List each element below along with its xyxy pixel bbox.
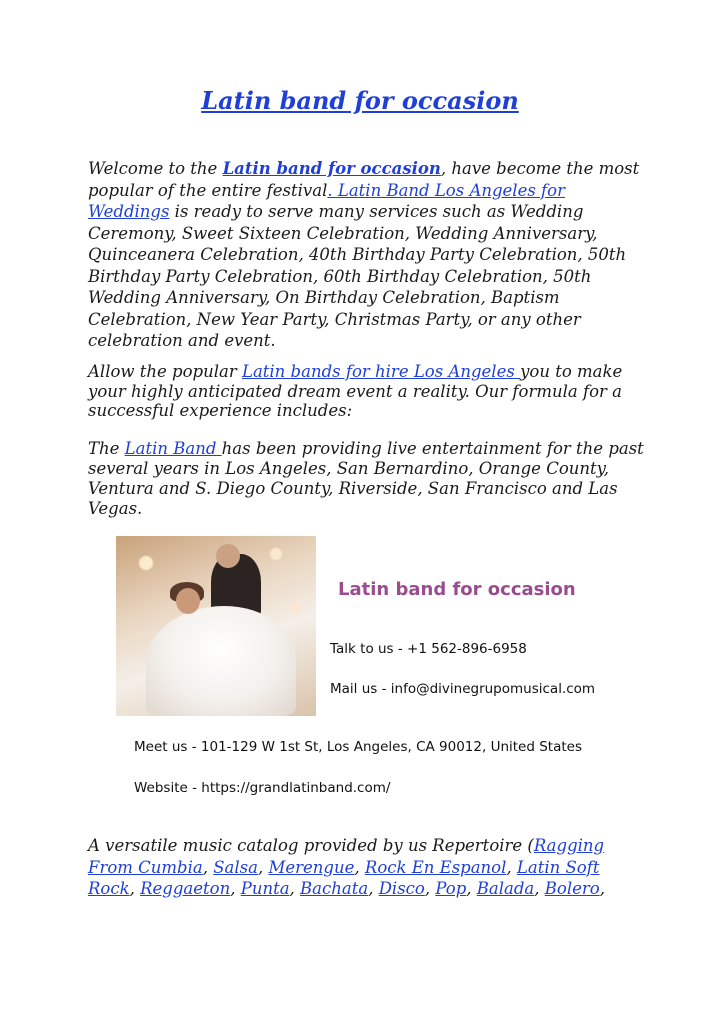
- banner-email: Mail us - info@divinegrupomusical.com: [330, 681, 596, 697]
- bands-for-hire-link[interactable]: Latin bands for hire Los Angeles: [241, 362, 521, 381]
- genre-link[interactable]: Pop: [435, 879, 467, 898]
- genre-link[interactable]: Bolero: [544, 879, 600, 898]
- genre-separator: ,: [534, 879, 545, 898]
- banner-phone: Talk to us - +1 562-896-6958: [330, 641, 527, 657]
- genre-separator: ,: [129, 879, 141, 898]
- latin-band-occasion-link[interactable]: Latin band for occasion: [222, 159, 441, 178]
- banner-address: Meet us - 101-129 W 1st St, Los Angeles, CA 90012, United States: [134, 739, 582, 755]
- genre-separator: ,: [368, 879, 379, 898]
- intro-pre: Welcome to the: [88, 159, 223, 178]
- history-paragraph: [88, 439, 648, 519]
- genre-link[interactable]: Ragging From Cumbia: [88, 836, 605, 877]
- genre-link[interactable]: Salsa: [213, 857, 258, 877]
- repertoire-pre: A versatile music catalog provided by us Repertoire (: [88, 836, 534, 855]
- genre-separator: ,: [230, 879, 241, 898]
- intro-post: is ready to serve many services such as Wedding Ceremony, Sweet Sixteen Celebration, Wedding Anniversary, Quinceanera Celebration, 40th Birthday Party Celebration, 50th Birthday Party Celebration, 60th Birthday Celebration, 50th Wedding Anniversary, On Birthday Celebration, Baptism Celebration, New Year Party, Christmas Party, or any other celebration and event.: [88, 202, 627, 350]
- latin-band-link[interactable]: Latin Band: [124, 439, 222, 458]
- genre-link[interactable]: Disco: [378, 879, 425, 898]
- intro-paragraph: [88, 158, 648, 352]
- genre-separator: ,: [424, 879, 436, 898]
- hire-pre: Allow the popular: [88, 362, 242, 381]
- hire-post: you to make your highly anticipated dream event a reality. Our formula for a successful experience includes:: [88, 362, 623, 420]
- genre-link[interactable]: Latin Soft Rock: [88, 857, 600, 898]
- genre-separator: ,: [257, 857, 269, 877]
- bride-dress: [146, 606, 296, 716]
- genre-link[interactable]: Rock En Espanol: [364, 857, 507, 877]
- genre-link[interactable]: Merengue: [268, 857, 355, 877]
- genre-link[interactable]: Bachata: [300, 879, 369, 898]
- genre-separator: ,: [354, 857, 365, 877]
- banner-website: Website - https://grandlatinband.com/: [134, 780, 391, 796]
- contact-banner-image: [116, 533, 606, 833]
- banner-title: Latin band for occasion: [338, 579, 576, 600]
- bride-head: [176, 588, 200, 614]
- genre-separator: ,: [506, 857, 517, 877]
- repertoire-paragraph: [88, 835, 648, 900]
- genre-separator: ,: [466, 879, 477, 898]
- genre-link[interactable]: Punta: [240, 879, 290, 898]
- genre-link[interactable]: Reggaeton: [140, 879, 231, 898]
- wedding-dance-photo: [116, 536, 316, 716]
- history-post: has been providing live entertainment for the past several years in Los Angeles, San Bernardino, Orange County, Ventura and S. Diego County, Riverside, San Francisco and Las Vegas.: [88, 439, 644, 518]
- genre-separator: ,: [599, 879, 605, 898]
- history-pre: The: [88, 439, 125, 458]
- genre-link[interactable]: Balada: [476, 879, 535, 898]
- page-title: Latin band for occasion: [201, 86, 519, 115]
- intro-mid: , have become the most popular of the entire festival: [88, 159, 640, 200]
- genre-separator: ,: [289, 879, 301, 898]
- hire-paragraph: [88, 362, 648, 421]
- groom-head: [216, 544, 240, 568]
- weddings-link[interactable]: . Latin Band Los Angeles for Weddings: [88, 180, 565, 221]
- genre-separator: ,: [202, 857, 214, 877]
